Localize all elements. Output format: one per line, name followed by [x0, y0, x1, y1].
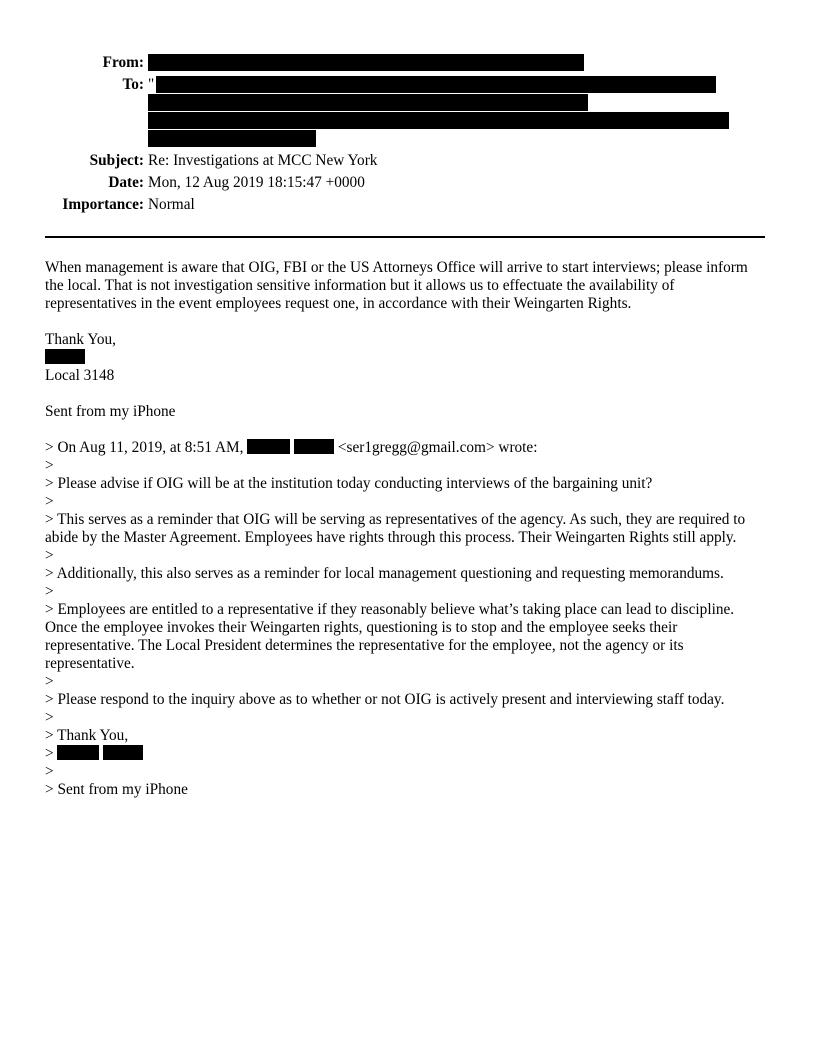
quote-spacer: > — [45, 583, 54, 600]
date-label: Date: — [108, 174, 144, 191]
sent-from-block — [45, 403, 769, 421]
sender-email: <ser1gregg@gmail.com> wrote: — [337, 439, 538, 456]
thank-you-line: Thank You, — [45, 331, 116, 348]
date-value: Mon, 12 Aug 2019 18:15:47 +0000 — [148, 174, 365, 191]
to-redaction-3 — [148, 112, 729, 129]
message-body — [45, 259, 769, 313]
from-redaction — [148, 54, 584, 71]
quoted-thank-you: > Thank You, — [45, 727, 129, 744]
quoted-sent-from: > Sent from my iPhone — [45, 781, 188, 798]
quoted-message — [45, 439, 769, 799]
quote-spacer: > — [45, 457, 54, 474]
header-divider — [45, 236, 765, 238]
importance-label: Importance: — [62, 196, 144, 213]
to-redaction-2 — [148, 94, 588, 111]
quoted-header-line — [45, 439, 769, 457]
sender-last-redaction — [294, 439, 334, 454]
quoted-first-redaction — [57, 745, 99, 760]
sender-first-redaction — [247, 439, 290, 454]
quoted-line-5: > Please respond to the inquiry above as to whether or not OIG is actively present and interviewing staff today. — [45, 691, 725, 708]
importance-value: Normal — [148, 196, 195, 213]
quote-marker: > — [45, 745, 54, 762]
subject-label: Subject: — [89, 152, 144, 169]
quoted-paragraph-4: > Employees are entitled to a representative if they reasonably believe what’s taking place can lead to discipline. Once the employee invokes their Weingarten rights, questioning is to stop and the employee seeks their representative. The Local President determines the representative for the employee, not the agency or its representative. — [45, 601, 735, 672]
from-label: From: — [102, 54, 144, 71]
to-redaction-1 — [156, 76, 716, 93]
to-quote: " — [148, 76, 155, 93]
local-line: Local 3148 — [45, 367, 115, 384]
body-paragraph: When management is aware that OIG, FBI or the US Attorneys Office will arrive to start interviews; please inform the local. That is not investigation sensitive information but it allows us to effectuate the availability of representatives in the event employees request one, in accordance with their Weingarten Rights. — [45, 259, 748, 312]
name-redaction-line — [45, 349, 769, 367]
quoted-last-redaction — [103, 745, 143, 760]
to-label: To: — [122, 76, 144, 93]
quoted-name-line — [45, 745, 769, 763]
quoted-paragraph-2: > This serves as a reminder that OIG will be serving as representatives of the agency. As such, they are required to abide by the Master Agreement. Employees have rights through this process. Their Weingarten Rights still apply. — [45, 511, 746, 546]
name-redaction — [45, 349, 85, 364]
quote-spacer: > — [45, 673, 54, 690]
quote-spacer: > — [45, 493, 54, 510]
subject-value: Re: Investigations at MCC New York — [148, 152, 378, 169]
to-redaction-4 — [148, 130, 316, 147]
quoted-line-1: > Please advise if OIG will be at the institution today conducting interviews of the bargaining unit? — [45, 475, 653, 492]
quoted-line-3: > Additionally, this also serves as a reminder for local management questioning and requesting memorandums. — [45, 565, 724, 582]
quote-spacer: > — [45, 763, 54, 780]
signature-block — [45, 331, 769, 385]
quote-spacer: > — [45, 709, 54, 726]
quote-spacer: > — [45, 547, 54, 564]
quoted-on-prefix: > On Aug 11, 2019, at 8:51 AM, — [45, 439, 244, 456]
sent-from-line: Sent from my iPhone — [45, 403, 176, 420]
